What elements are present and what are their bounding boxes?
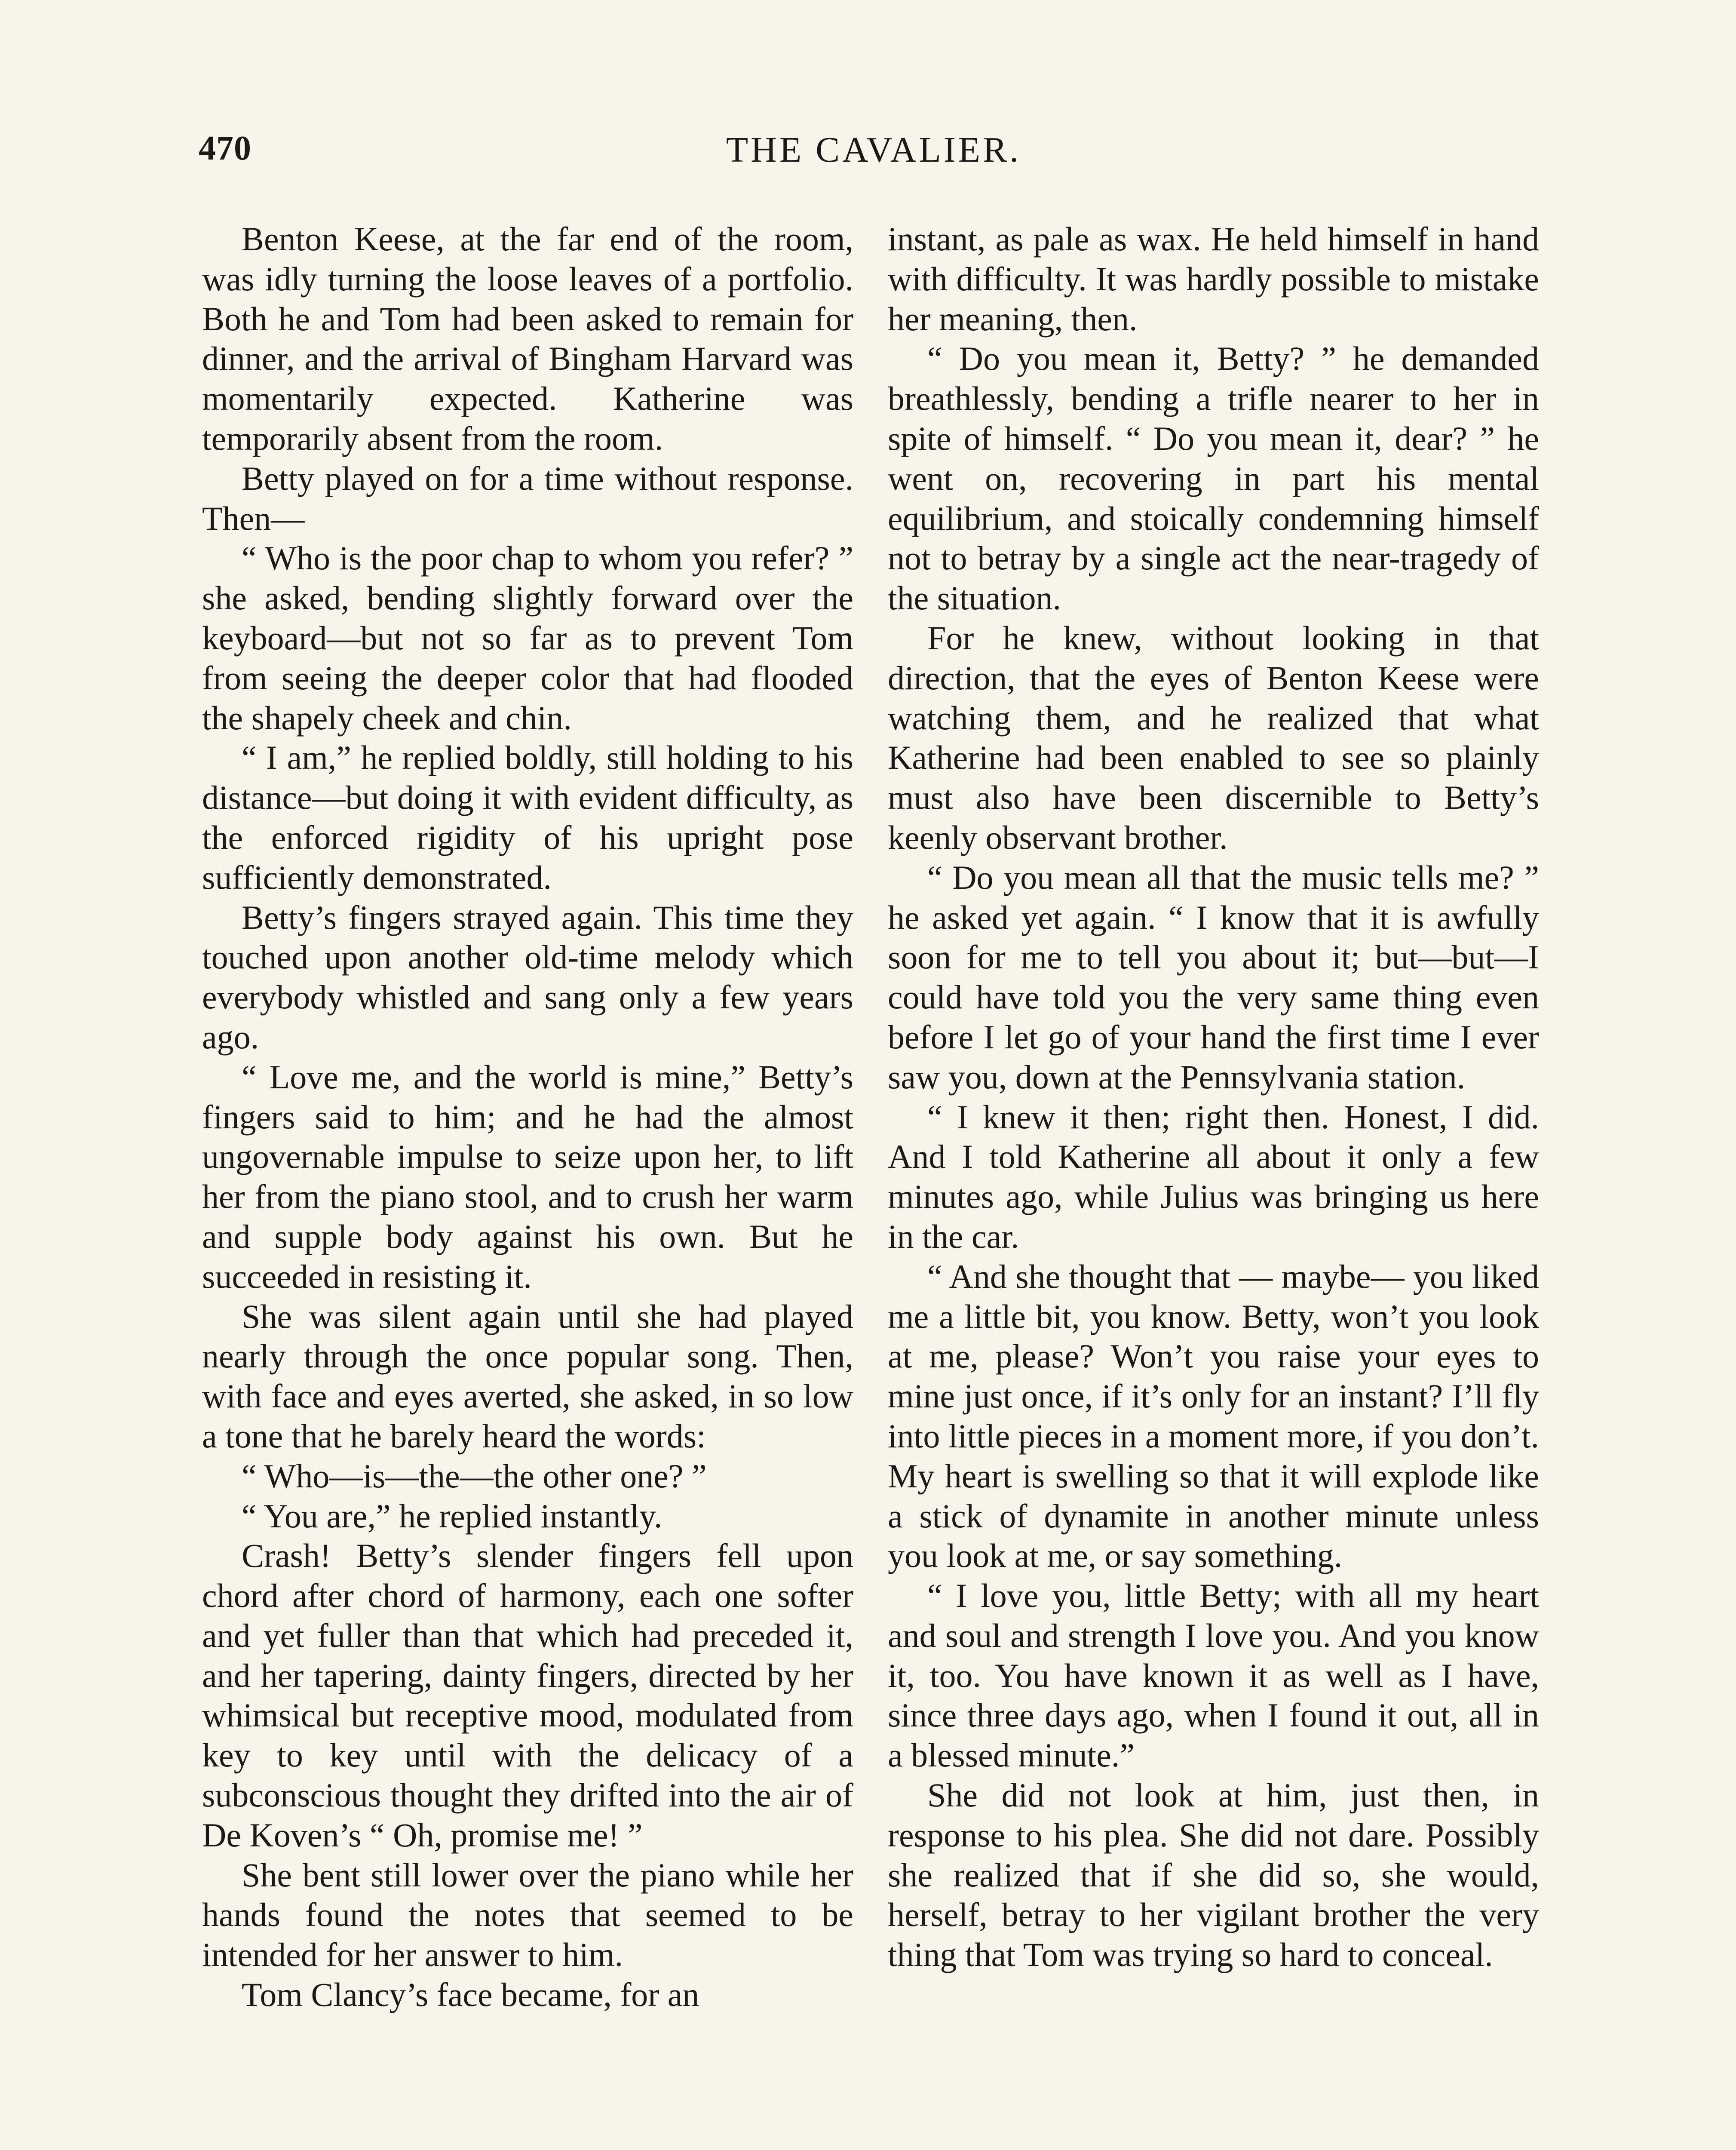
paragraph: She did not look at him, just then, in response to his plea. She did not dare. Possibly she realized that if she did so, she would, herself, betray to her vigilant brother the very thing that Tom was trying so hard to conceal.	[888, 1776, 1539, 1974]
paragraph: Benton Keese, at the far end of the room, was idly turning the loose leaves of a portfolio. Both he and Tom had been asked to remain for dinner, and the arrival of Bingham Harvard was momentarily expected. Katherine was temporarily absent from the room.	[202, 220, 853, 457]
paragraph: “ I am,” he replied boldly, still holding to his distance—but doing it with evident difficulty, as the enforced rigidity of his upright pose sufficiently demonstrated.	[202, 739, 853, 896]
paragraph: “ Do you mean all that the music tells me? ” he asked yet again. “ I know that it is awfully soon for me to tell you about it; but—but—I could have told you the very same thing even before I let go of your hand the first time I ever saw you, down at the Pennsylvania station.	[888, 858, 1539, 1096]
right-column	[888, 219, 1539, 1975]
page-header	[199, 129, 1549, 194]
paragraph-continuation: instant, as pale as wax. He held himself in hand with difficulty. It was hardly possible to mistake her meaning, then.	[888, 220, 1539, 338]
paragraph: “ You are,” he replied instantly.	[242, 1497, 663, 1535]
paragraph: Crash! Betty’s slender fingers fell upon chord after chord of harmony, each one softer and yet fuller than that which had preceded it, and her tapering, dainty fingers, directed by her whimsical but receptive mood, modulated from key to key until with the delicacy of a subconscious thought they drifted into the air of De Koven’s “ Oh, promise me! ”	[202, 1537, 853, 1854]
paragraph: She was silent again until she had played nearly through the once popular song. Then, with face and eyes averted, she asked, in so low a tone that he barely heard the words:	[202, 1297, 853, 1455]
paragraph: For he knew, without looking in that direction, that the eyes of Benton Keese were watching them, and he realized that what Katherine had been enabled to see so plainly must also have been discernible to Betty’s keenly observant brother.	[888, 619, 1539, 856]
paragraph: “ And she thought that — maybe— you liked me a little bit, you know. Betty, won’t you look at me, please? Won’t you raise your eyes to mine just once, if it’s only for an instant? I’ll fly into little pieces in a moment more, if you don’t. My heart is swelling so that it will explode like a stick of dynamite in another minute unless you look at me, or say something.	[888, 1257, 1539, 1575]
paragraph: She bent still lower over the piano while her hands found the notes that seemed to be intended for her answer to him.	[202, 1856, 853, 1974]
running-title: THE CAVALIER.	[726, 130, 1021, 170]
paragraph: Tom Clancy’s face became, for an	[242, 1976, 699, 2014]
left-column	[202, 219, 853, 2015]
paragraph: Betty’s fingers strayed again. This time they touched upon another old-time melody which everybody whistled and sang only a few years ago.	[202, 898, 853, 1056]
paragraph: “ I knew it then; right then. Honest, I did. And I told Katherine all about it only a few minutes ago, while Julius was bringing us here in the car.	[888, 1098, 1539, 1255]
paragraph: “ I love you, little Betty; with all my heart and soul and strength I love you. And you know it, too. You have known it as well as I have, since three days ago, when I found it out, all in a blessed minute.”	[888, 1577, 1539, 1774]
paragraph: “ Do you mean it, Betty? ” he demanded breathlessly, bending a trifle nearer to her in spite of himself. “ Do you mean it, dear? ” he went on, recovering in part his mental equilibrium, and stoically condemning himself not to betray by a single act the near-tragedy of the situation.	[888, 340, 1539, 617]
page-number: 470	[199, 129, 252, 167]
paragraph: Betty played on for a time without response. Then—	[202, 459, 853, 537]
paragraph: “ Love me, and the world is mine,” Betty’s fingers said to him; and he had the almost ungovernable impulse to seize upon her, to lift her from the piano stool, and to crush her warm and supple body against his own. But he succeeded in resisting it.	[202, 1058, 853, 1295]
paragraph: “ Who—is—the—the other one? ”	[242, 1457, 707, 1495]
paragraph: “ Who is the poor chap to whom you refer? ” she asked, bending slightly forward over the keyboard—but not so far as to prevent Tom from seeing the deeper color that had flooded the shapely cheek and chin.	[202, 539, 853, 737]
